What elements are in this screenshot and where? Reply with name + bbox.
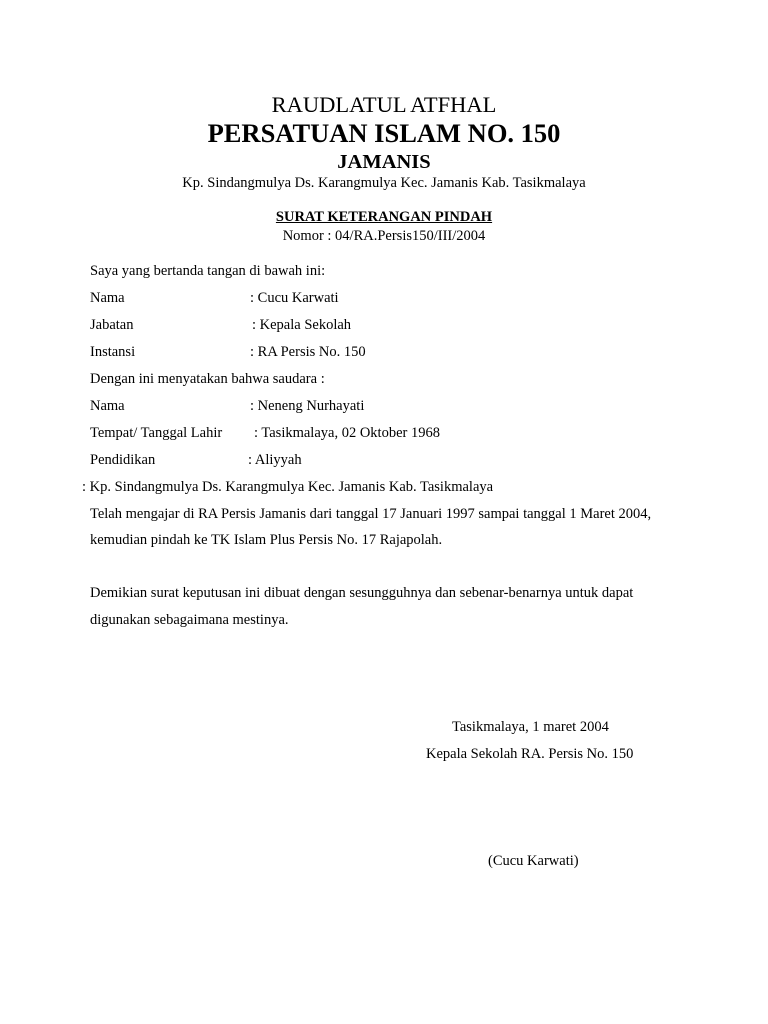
- paragraph1-line1: Telah mengajar di RA Persis Jamanis dari tanggal 17 Januari 1997 sampai tanggal 1 Maret 2004,: [90, 506, 652, 522]
- school-address: Kp. Sindangmulya Ds. Karangmulya Kec. Jamanis Kab. Tasikmalaya: [182, 175, 586, 191]
- statement-text: Dengan ini menyatakan bahwa saudara :: [90, 371, 325, 387]
- paragraph2-line1: Demikian surat keputusan ini dibuat dengan sesungguhnya dan sebenar-benarnya untuk dapat: [90, 585, 634, 601]
- signer-institution-label: Instansi: [90, 344, 136, 360]
- school-name-line1: RAUDLATUL ATFHAL: [271, 92, 497, 117]
- signature-name: (Cucu Karwati): [488, 853, 579, 869]
- signer-position-label: Jabatan: [90, 317, 134, 333]
- signature-place-date: Tasikmalaya, 1 maret 2004: [452, 719, 609, 735]
- signer-name-label: Nama: [90, 290, 125, 306]
- signer-name-value: : Cucu Karwati: [250, 290, 339, 306]
- subject-name-value: : Neneng Nurhayati: [250, 398, 365, 414]
- signer-position-value: : Kepala Sekolah: [252, 317, 352, 333]
- letter-title: SURAT KETERANGAN PINDAH: [275, 209, 493, 225]
- letter-number: Nomor : 04/RA.Persis150/III/2004: [282, 228, 486, 244]
- subject-address-value: : Kp. Sindangmulya Ds. Karangmulya Kec. Jamanis Kab. Tasikmalaya: [82, 479, 494, 495]
- paragraph2-line2: digunakan sebagaimana mestinya.: [90, 612, 289, 628]
- subject-birth-value: : Tasikmalaya, 02 Oktober 1968: [254, 425, 440, 441]
- school-location: JAMANIS: [337, 151, 431, 173]
- subject-name-label: Nama: [90, 398, 125, 414]
- intro-text: Saya yang bertanda tangan di bawah ini:: [90, 263, 326, 279]
- subject-education-value: : Aliyyah: [248, 452, 302, 468]
- signer-institution-value: : RA Persis No. 150: [250, 344, 366, 360]
- subject-education-label: Pendidikan: [90, 452, 156, 468]
- paragraph1-line2: kemudian pindah ke TK Islam Plus Persis No. 17 Rajapolah.: [90, 532, 443, 548]
- subject-birth-label: Tempat/ Tanggal Lahir: [90, 425, 223, 441]
- signature-role: Kepala Sekolah RA. Persis No. 150: [426, 746, 634, 762]
- school-name-line2: PERSATUAN ISLAM NO. 150: [207, 118, 561, 148]
